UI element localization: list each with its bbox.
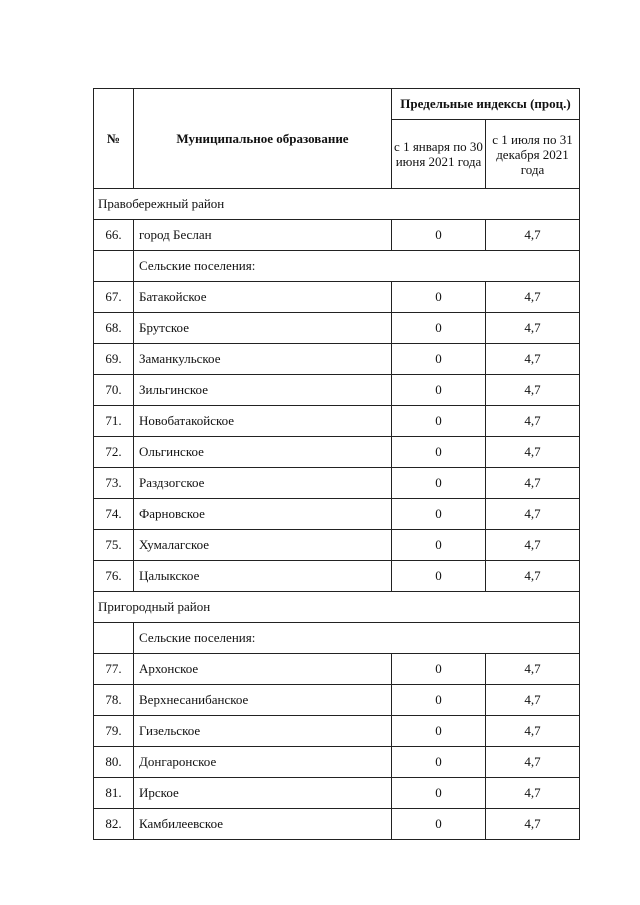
table-row — [94, 375, 580, 406]
table-row — [94, 220, 580, 251]
row-value-first-half: 0 — [392, 406, 486, 437]
row-value-first-half: 0 — [392, 499, 486, 530]
subsection-title: Сельские поселения: — [134, 251, 580, 282]
table-row — [94, 654, 580, 685]
table-row — [94, 561, 580, 592]
subsection-row — [94, 251, 580, 282]
tariff-index-table — [93, 88, 580, 840]
table-row — [94, 344, 580, 375]
row-value-first-half: 0 — [392, 530, 486, 561]
row-value-second-half: 4,7 — [486, 220, 580, 251]
table-row — [94, 282, 580, 313]
row-value-second-half: 4,7 — [486, 561, 580, 592]
row-number: 80. — [94, 747, 134, 778]
section-prigorodny-rows — [94, 654, 580, 840]
row-number: 76. — [94, 561, 134, 592]
row-number: 70. — [94, 375, 134, 406]
row-name: Зильгинское — [134, 375, 392, 406]
row-value-first-half: 0 — [392, 561, 486, 592]
row-number: 78. — [94, 685, 134, 716]
row-name: Архонское — [134, 654, 392, 685]
row-number: 75. — [94, 530, 134, 561]
row-name: Камбилеевское — [134, 809, 392, 840]
row-value-first-half: 0 — [392, 437, 486, 468]
row-value-first-half: 0 — [392, 654, 486, 685]
table-row — [94, 809, 580, 840]
row-value-second-half: 4,7 — [486, 437, 580, 468]
section-title: Пригородный район — [94, 592, 580, 623]
section-row — [94, 592, 580, 623]
row-value-first-half: 0 — [392, 778, 486, 809]
row-number: 74. — [94, 499, 134, 530]
row-number: 69. — [94, 344, 134, 375]
row-value-second-half: 4,7 — [486, 375, 580, 406]
row-number: 82. — [94, 809, 134, 840]
row-name: Цалыкское — [134, 561, 392, 592]
header-period-second-half: с 1 июля по 31 декабря 2021 года — [486, 120, 580, 189]
header-number: № — [94, 89, 134, 189]
row-value-second-half: 4,7 — [486, 406, 580, 437]
row-name: Гизельское — [134, 716, 392, 747]
row-name: Батакойское — [134, 282, 392, 313]
row-number: 72. — [94, 437, 134, 468]
row-value-second-half: 4,7 — [486, 530, 580, 561]
row-value-second-half: 4,7 — [486, 716, 580, 747]
row-value-first-half: 0 — [392, 375, 486, 406]
section-pravoberezhny-rows — [94, 282, 580, 592]
row-name: Ольгинское — [134, 437, 392, 468]
document-page — [93, 88, 579, 840]
section-row — [94, 189, 580, 220]
section-title: Правобережный район — [94, 189, 580, 220]
row-name: Заманкульское — [134, 344, 392, 375]
table-row — [94, 499, 580, 530]
row-value-second-half: 4,7 — [486, 685, 580, 716]
table-header-row — [94, 89, 580, 120]
row-name: Новобатакойское — [134, 406, 392, 437]
table-row — [94, 313, 580, 344]
subsection-row — [94, 623, 580, 654]
row-name: Брутское — [134, 313, 392, 344]
row-name: Верхнесанибанское — [134, 685, 392, 716]
table-row — [94, 778, 580, 809]
table-row — [94, 747, 580, 778]
section-prigorodny — [94, 592, 580, 654]
row-name: город Беслан — [134, 220, 392, 251]
row-value-second-half: 4,7 — [486, 313, 580, 344]
row-value-second-half: 4,7 — [486, 344, 580, 375]
table-row — [94, 716, 580, 747]
row-number: 77. — [94, 654, 134, 685]
row-value-second-half: 4,7 — [486, 654, 580, 685]
row-number: 66. — [94, 220, 134, 251]
row-number: 81. — [94, 778, 134, 809]
row-value-first-half: 0 — [392, 313, 486, 344]
row-value-first-half: 0 — [392, 809, 486, 840]
row-value-first-half: 0 — [392, 468, 486, 499]
subsection-title: Сельские поселения: — [134, 623, 580, 654]
row-number: 71. — [94, 406, 134, 437]
table-row — [94, 468, 580, 499]
table-row — [94, 437, 580, 468]
row-value-second-half: 4,7 — [486, 282, 580, 313]
row-number: 79. — [94, 716, 134, 747]
row-number: 73. — [94, 468, 134, 499]
row-value-second-half: 4,7 — [486, 747, 580, 778]
table-row — [94, 530, 580, 561]
row-value-first-half: 0 — [392, 685, 486, 716]
row-value-first-half: 0 — [392, 716, 486, 747]
row-value-second-half: 4,7 — [486, 499, 580, 530]
row-name: Фарновское — [134, 499, 392, 530]
table-row — [94, 406, 580, 437]
section-pravoberezhny — [94, 189, 580, 282]
row-value-second-half: 4,7 — [486, 778, 580, 809]
row-value-second-half: 4,7 — [486, 468, 580, 499]
row-value-first-half: 0 — [392, 344, 486, 375]
header-period-first-half: с 1 января по 30 июня 2021 года — [392, 120, 486, 189]
row-value-first-half: 0 — [392, 282, 486, 313]
row-value-second-half: 4,7 — [486, 809, 580, 840]
row-name: Хумалагское — [134, 530, 392, 561]
row-value-first-half: 0 — [392, 220, 486, 251]
row-name: Раздзогское — [134, 468, 392, 499]
row-value-first-half: 0 — [392, 747, 486, 778]
header-municipality: Муниципальное образование — [134, 89, 392, 189]
row-name: Донгаронское — [134, 747, 392, 778]
table-row — [94, 685, 580, 716]
header-limit-indices: Предельные индексы (проц.) — [392, 89, 580, 120]
row-name: Ирское — [134, 778, 392, 809]
row-number: 68. — [94, 313, 134, 344]
row-number: 67. — [94, 282, 134, 313]
